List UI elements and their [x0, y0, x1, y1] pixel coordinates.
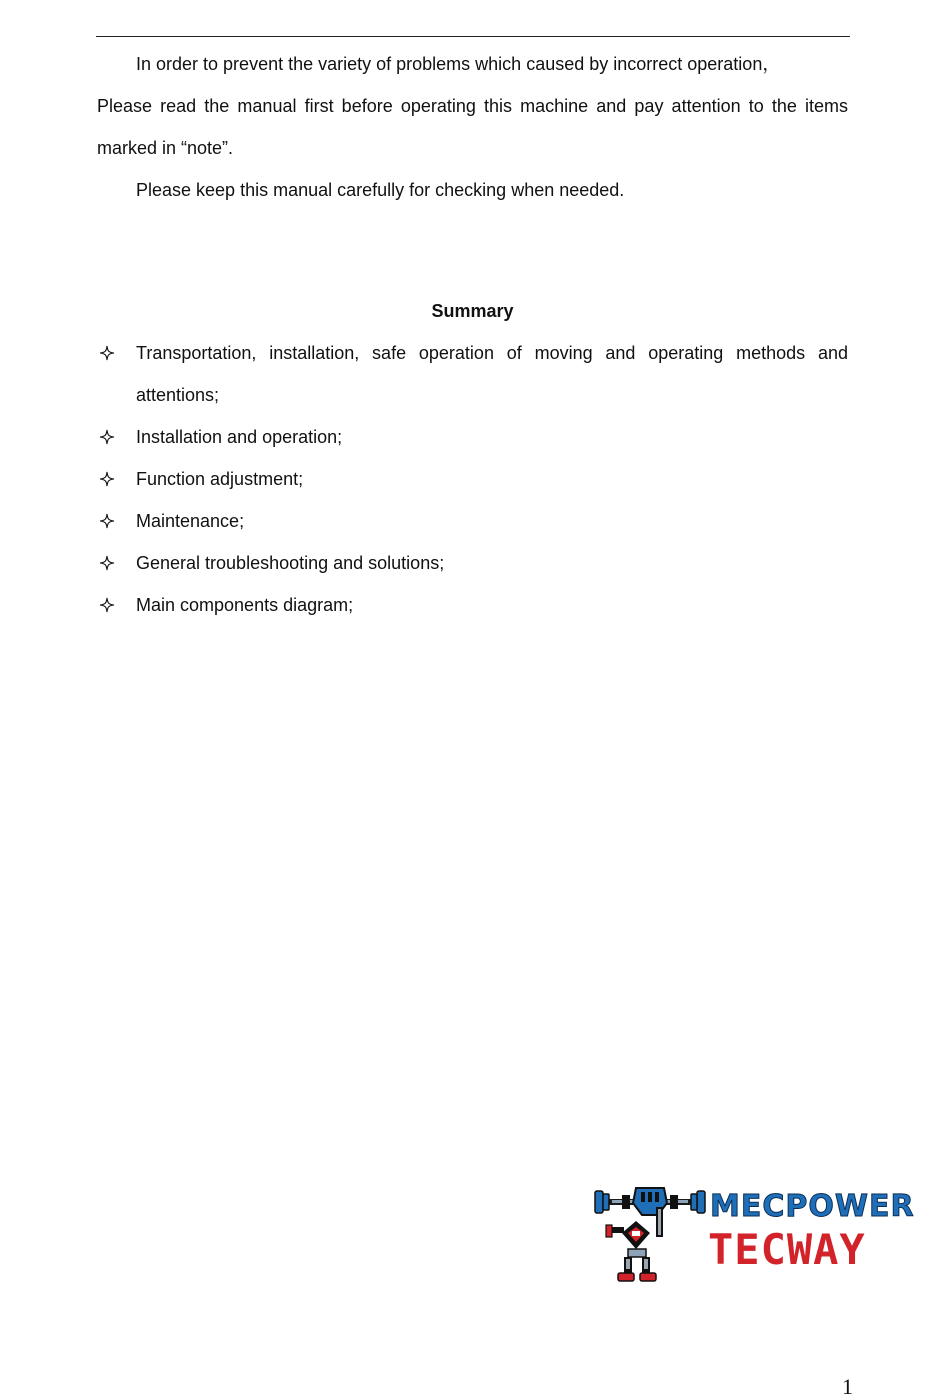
summary-item-label: Maintenance;	[136, 511, 245, 531]
company-logo	[592, 1183, 915, 1285]
summary-item-function-adjustment	[97, 458, 848, 500]
hollow-star-bullet-icon	[97, 416, 117, 458]
hollow-star-bullet-icon	[97, 542, 117, 584]
hollow-star-bullet-icon	[97, 500, 117, 542]
hollow-star-bullet-icon	[97, 584, 117, 626]
summary-item-installation	[97, 416, 848, 458]
page-number: 1	[842, 1374, 853, 1399]
summary-item-label: Function adjustment;	[136, 469, 304, 489]
brand-name-mecpower: MECPOWER	[710, 1189, 915, 1224]
weightlifter-robot-logo-icon	[592, 1183, 708, 1283]
summary-list	[97, 332, 848, 626]
summary-item-label: Transportation, installation, safe operation of moving and operating methods and attentions;	[136, 343, 848, 405]
summary-item-components-diagram	[97, 584, 848, 626]
summary-heading: Summary	[431, 301, 514, 321]
intro-paragraph-1-rest: Please read the manual first before operating this machine and pay attention to the items marked in “note”.	[97, 96, 848, 158]
summary-item-maintenance	[97, 500, 848, 542]
summary-item-label: General troubleshooting and solutions;	[136, 553, 445, 573]
summary-item-label: Main components diagram;	[136, 595, 354, 615]
hollow-star-bullet-icon	[97, 332, 117, 374]
summary-item-troubleshooting	[97, 542, 848, 584]
intro-paragraph-2: Please keep this manual carefully for checking when needed.	[136, 180, 625, 200]
intro-paragraph-1-line-1: In order to prevent the variety of problems which caused by incorrect operation，	[136, 54, 781, 74]
summary-item-label: Installation and operation;	[136, 427, 343, 447]
header-rule	[96, 36, 850, 37]
intro-section	[97, 43, 848, 211]
intro-paragraph-1	[97, 43, 848, 169]
summary-item-transportation	[97, 332, 848, 416]
hollow-star-bullet-icon	[97, 458, 117, 500]
brand-name-tecway: TECWAY	[708, 1225, 866, 1274]
